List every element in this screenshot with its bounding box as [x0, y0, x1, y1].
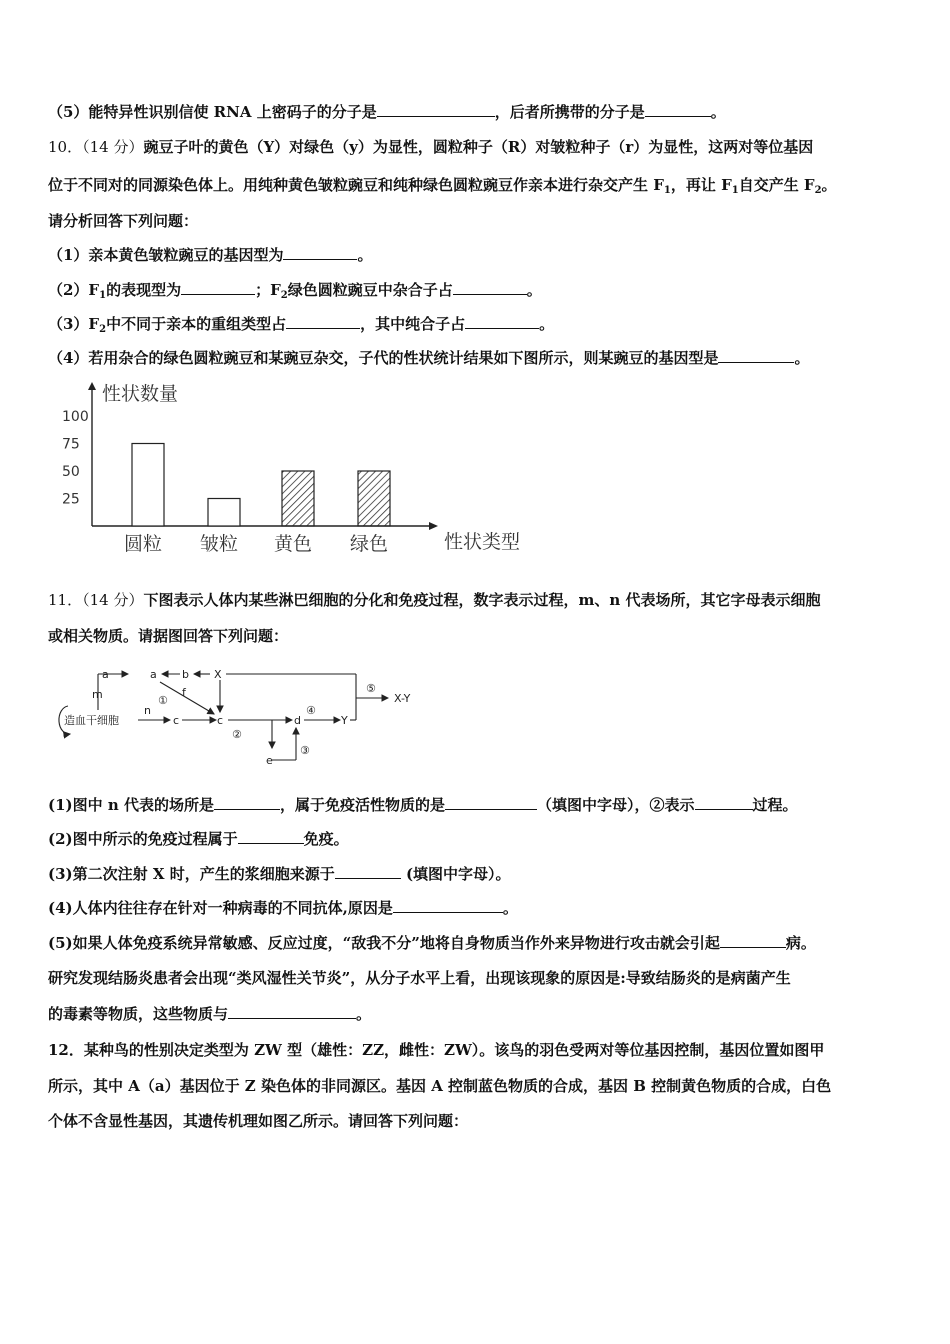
q11-number: 11． [48, 591, 83, 609]
q11-part2: (2)图中所示的免疫过程属于 免疫。 [48, 830, 349, 848]
q10-part4: （4）若用杂合的绿色圆粒豌豆和某豌豆杂交，子代的性状统计结果如下图所示，则某豌豆的基因型是 。 [48, 349, 810, 367]
node-x: X [214, 668, 222, 681]
q9-p5-blank2[interactable] [645, 102, 711, 117]
q10-part2: $(2)F_1$的表现型为 ；$F_2$绿色圆粒豌豆中杂合子占 。 [48, 281, 542, 301]
stem-cell-label: 造血干细胞 [64, 714, 119, 727]
q11-points: （14 分） [82, 591, 144, 609]
q12-stem-line3: 个体不含显性基因，其遗传机理如图乙所示。请回答下列问题： [48, 1112, 469, 1130]
y-tick-label: 50 [62, 464, 80, 480]
immune-process-diagram [50, 662, 430, 772]
q12-number: 12． [48, 1041, 84, 1059]
q12-stem-line1: 12．某种鸟的性别决定类型为 ZW 型（雄性：ZZ，雌性：ZW）。该鸟的羽色受两对等位基因控制，基因位置如图甲 [48, 1041, 825, 1059]
q10-part1: （1）亲本黄色皱粒豌豆的基因型为 。 [48, 246, 373, 264]
x-axis-label: 性状类型 [444, 531, 521, 553]
node-a-right: a [150, 668, 157, 681]
q11-stem-line1: 11．（14 分）下图表示人体内某些淋巴细胞的分化和免疫过程，数字表示过程，m、n 代表场所，其它字母表示细胞 [48, 591, 821, 609]
category-label: 黄色 [274, 533, 313, 555]
step-4-label: ④ [306, 704, 316, 717]
q11-p3-blank[interactable] [335, 864, 401, 879]
node-a-left: a [102, 668, 109, 681]
step-1-label: ① [158, 694, 168, 707]
q10-stem-line2: 位于不同对的同源染色体上。用纯种黄色皱粒豌豆和纯种绿色圆粒豌豆作亲本进行杂交产生 $F_1$，再让 $F_1$自交产生 $F_2$。 [48, 176, 837, 196]
bar-2 [282, 471, 314, 526]
node-d: d [294, 714, 301, 727]
q10-number: 10． [48, 138, 83, 156]
bar-group [132, 444, 390, 527]
q10-stem-line3: 请分析回答下列问题： [48, 212, 199, 230]
category-label: 绿色 [350, 533, 389, 555]
step-3-label: ③ [300, 744, 310, 757]
q11-part5-line3: 的毒素等物质，这些物质与 。 [48, 1005, 372, 1023]
q10-p4-blank[interactable] [718, 348, 794, 363]
q11-p1-blank3[interactable] [695, 795, 753, 810]
q11-part3: (3)第二次注射 X 时，产生的浆细胞来源于 (填图中字母）。 [48, 865, 511, 883]
q10-p2-blank1[interactable] [181, 280, 255, 295]
y-tick-label: 100 [62, 409, 89, 425]
trait-bar-chart [58, 378, 548, 558]
q11-part4: (4)人体内往往存在针对一种病毒的不同抗体,原因是 。 [48, 899, 518, 917]
q11-part5-line1: (5)如果人体免疫系统异常敏感、反应过度，“敌我不分”地将自身物质当作外来异物进行攻击就会引起 病。 [48, 934, 816, 952]
q11-p2-blank[interactable] [238, 829, 304, 844]
q11-p1-blank2[interactable] [445, 795, 537, 810]
category-label-group [124, 533, 388, 555]
q11-stem-line2: 或相关物质。请据图回答下列问题： [48, 627, 289, 645]
q10-part3: $(3)F_2$中不同于亲本的重组类型占 ，其中纯合子占 。 [48, 315, 555, 335]
q11-p5-blank1[interactable] [720, 933, 786, 948]
q12-stem-line2: 所示，其中 A（a）基因位于 Z 染色体的非同源区。基因 A 控制蓝色物质的合成，基因 B 控制黄色物质的合成，白色 [48, 1077, 832, 1095]
q9-p5-blank1[interactable] [377, 102, 495, 117]
q11-p4-blank[interactable] [393, 898, 503, 913]
y-axis-label: 性状数量 [102, 383, 179, 405]
bar-1 [208, 499, 240, 527]
y-tick-label: 75 [62, 436, 80, 453]
node-e: e [266, 754, 273, 767]
label-f: f [182, 686, 186, 699]
q10-p3-blank1[interactable] [286, 314, 360, 329]
q10-p2-blank2[interactable] [453, 280, 527, 295]
node-c-left: c [173, 714, 180, 727]
y-tick-group [62, 409, 89, 508]
q11-part1: (1)图中 n 代表的场所是 ，属于免疫活性物质的是 （填图中字母），②表示 过程。 [48, 796, 798, 814]
q10-p1-blank[interactable] [283, 245, 357, 260]
q10-points: （14 分） [82, 138, 144, 156]
node-c-right: c [217, 714, 224, 727]
label-n: n [144, 704, 151, 717]
q9-part5: （5）能特异性识别信使 RNA 上密码子的分子是 ，后者所携带的分子是 。 [48, 103, 726, 121]
label-m: m [92, 688, 103, 701]
q10-p3-blank2[interactable] [465, 314, 539, 329]
node-b: b [182, 668, 189, 681]
step-5-label: ⑤ [366, 682, 376, 695]
q11-p5-blank2[interactable] [228, 1004, 356, 1019]
bar-3 [358, 471, 390, 526]
category-label: 圆粒 [124, 533, 163, 555]
q11-part5-line2: 研究发现结肠炎患者会出现“类风湿性关节炎”，从分子水平上看，出现该现象的原因是:导致结肠炎的是病菌产生 [48, 969, 791, 987]
node-x-y: X-Y [394, 692, 411, 705]
bar-0 [132, 444, 164, 527]
y-axis [88, 382, 96, 526]
category-label: 皱粒 [200, 533, 239, 555]
y-tick-label: 25 [62, 491, 80, 508]
q10-stem-line1: 10．（14 分）豌豆子叶的黄色（Y）对绿色（y）为显性，圆粒种子（R）对皱粒种子（r）为显性，这两对等位基因 [48, 138, 814, 156]
q11-p1-blank1[interactable] [214, 795, 280, 810]
node-y: Y [341, 714, 348, 727]
step-2-label: ② [232, 728, 242, 741]
